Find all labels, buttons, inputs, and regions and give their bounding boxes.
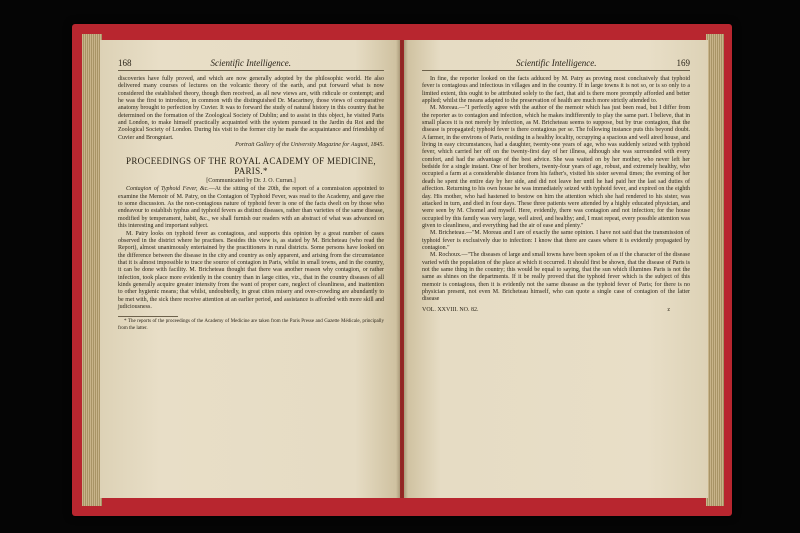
footnote: * The reports of the proceedings of the Academy of Medicine are taken from the Paris Presse and Gazette Médicale, principally from the latter.: [118, 319, 384, 331]
right-para-3: M. Bricheteau.—"M. Moreau and I are of exactly the same opinion. I have not said that the transmission of typhoid fever is exclusively due to infection: I know that there are cases where it is evidently propagated by contagion.": [422, 230, 690, 251]
footnote-rule: [118, 316, 178, 317]
right-page: [404, 40, 708, 498]
right-running-title: Scientific Intelligence.: [516, 58, 597, 68]
left-page-header: [118, 58, 384, 71]
page-edges-left: [82, 34, 102, 506]
signature-mark: z: [667, 306, 670, 313]
left-para-1: discoveries have fully proved, and which are now generally adopted by the philosophic world. He also delivered many courses of lectures on the volcanic theory of the earth, and put forward what is now considered the established theory, though then received, as all new views are, with ridicule or contempt; and he was the first to introduce, in common with the distinguished Dr. Macartney, those views of comparative anatomy brought to perfection by Cuvier. It was to forward the study of natural history in this country that he determined on the formation of the Zoological Society of Dublin; and to assist in this object, he visited Paris and London, to make himself practically acquainted with the system pursued in the Jardin du Roi and the Zoological Society of London. During his visit to the former city he made the acquaintance and friendship of Cuvier and Brongniart.: [118, 76, 384, 141]
left-page-number: 168: [118, 58, 132, 68]
right-para-1: In fine, the reporter looked on the facts adduced by M. Patry as proving most conclusively that typhoid fever is contagious and infectious in villages and in the country. If in large towns it is not so, or is so only to a limited extent, this ought to be attributed solely to the fact, that aid is there more promptly afforded and better applied; whilst the means adapted to the preservation of health are much more strictly attended to.: [422, 76, 690, 105]
book-gutter: [396, 40, 408, 498]
left-running-title: Scientific Intelligence.: [210, 58, 291, 68]
left-para-1-source: Portrait Gallery of the University Magazine for August, 1845.: [235, 142, 384, 149]
volume-line: VOL. XXVIII. NO. 82.: [422, 306, 479, 313]
right-para-4: M. Rochoux.—"The diseases of large and small towns have been spoken of as if the character of the disease varied with the population of the place at which it occurred. It should first be shown, that the disease of Paris is not the same thing in the country; this would be equal to saying, that the sun which illumines Paris is not the same as shines on the departments. If it be really proved that the typhoid fever which is the subject of this memoir is contagious, then it is evidently not the same disease as the typhoid fever of Paris; for there is no physician present, not even M. Bricheteau himself, who can quote a single case of contagion of the latter disease: [422, 252, 690, 303]
right-page-number: 169: [676, 58, 690, 68]
right-para-2: M. Moreau.—"I perfectly agree with the author of the memoir which has just been read, but I differ from the reporter as to contagion and infection, which he makes indifferently to play the same part. I believe, that in small places it is not merely by infection, as M. Bricheteau seems to suppose, but by true contagion, that the disease is propagated; typhoid fever is there contagious per se. The following instance puts this beyond doubt. A farmer, in the environs of Paris, residing in a healthy locality, occupying a spacious and well aired house, and living in easy circumstances, had a daughter, twenty-one years of age, who was suddenly seized with typhoid fever, which carried her off on the twenty-first day of her illness, although she was surrounded with every comfort, and had the advantage of the best advice. She was waited on by her mother, who never left her bedside for a single instant. One of her brothers, twenty-four years of age, robust, and extremely healthy, who occupied a farm at a considerable distance from his father's, visited his sister several times; the evening of her death he spent the entire day by her side, and did not leave her until he had paid her the last sad duties of affection. Returning to his own house he was immediately seized with typhoid fever, and expired on the eighth day. His mother, who had hastened to bestow on him the attention which she had rendered to his sister, was attacked in turn, and died in four days. These three patients were attended by a highly educated physician, and were seen by M. Chomel and myself. Here, evidently, there was contagion and not infection; for the house occupied by this family was very large, well aired, and healthy; and, I must repeat, every possible attention was given to cleanliness, and everything had the air of ease and plenty.": [422, 105, 690, 229]
para-2-lead: Contagion of Typhoid Fever, &c.: [126, 186, 209, 193]
right-page-header: [422, 58, 690, 71]
left-para-2: —At the sitting of the 20th, the report of a commission appointed to examine the Memoir of M. Patry, on the Contagion of Typhoid Fever, was read to the Academy, and gave rise to some discussion. As the non-contagious nature of typhoid fever is one of the facts dwelt on by those who endeavour to establish typhus and typhoid fevers as distinct diseases, rather than varieties of the same disease, modified by temperament, habit, &c., we shall furnish our readers with an abstract of what was advanced on this interesting and important subject.: [118, 186, 384, 230]
page-signature-line: [422, 307, 690, 313]
left-para-3: M. Patry looks on typhoid fever as contagious, and supports this opinion by a great number of cases observed in the district where he practises. Besides this view is, as stated by M. Bricheteau (who read the Report), almost unanimously entertained by the practitioners in rural districts. Some persons have looked on the difference between the disease in the city and country as only apparent, and arising from the circumstance that it is almost impossible to trace the source of contagion in Paris, whilst in small towns, and in the country, it can be done with facility. M. Bricheteau thought that there was another reason why contagion, or rather infection, took place more evidently in the country than in large cities, viz., that in the country diseases of all kinds generally acquire greater intensity from the want of proper care, neglect of cleanliness, and inattention to other hygienic means; that whilst, undoubtedly, in great cities misery and over-crowding are abundantly to be met with, the sick there receive attention at an earlier period, and assistance is afforded with more skill and judiciousness.: [118, 230, 384, 310]
byline: [Communicated by Dr. J. O. Curran.]: [206, 178, 296, 185]
page-edges-right: [706, 34, 724, 506]
left-page: [100, 40, 400, 498]
section-title: PROCEEDINGS OF THE ROYAL ACADEMY OF MEDICINE, PARIS.*: [126, 156, 376, 177]
